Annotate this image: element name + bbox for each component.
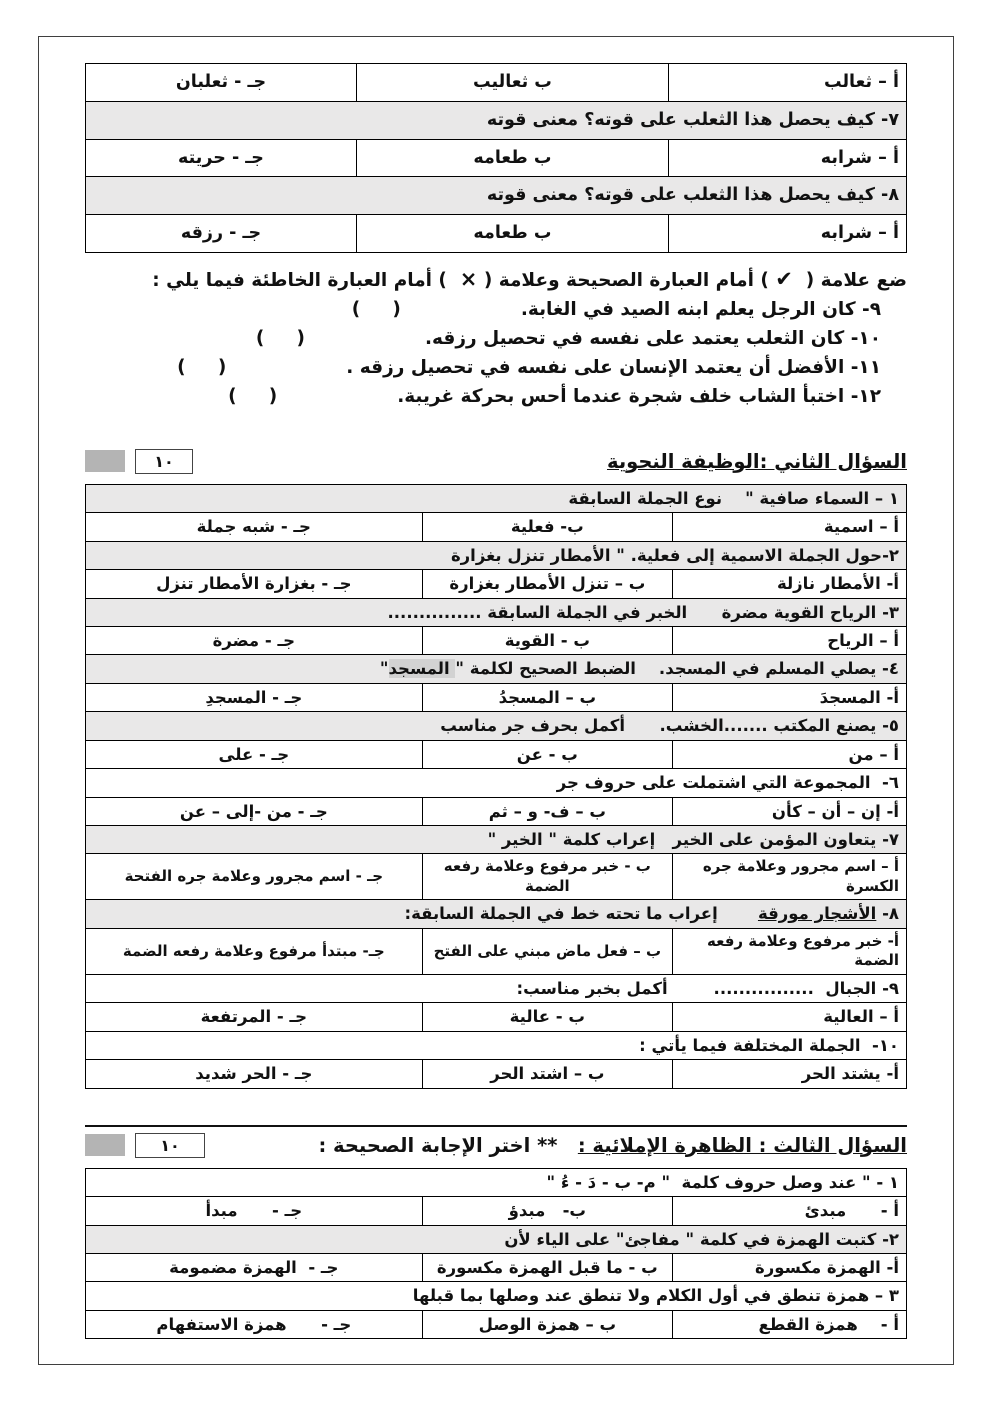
- truefalse-item-10: [85, 328, 907, 349]
- options-row-q7: [86, 139, 907, 177]
- question-part: إعراب ما تحته خط في الجملة السابقة:: [404, 904, 758, 924]
- section2-score-badges: [85, 449, 193, 474]
- question-text: ٢-حول الجملة الاسمية إلى فعلية. " الأمطار تنزل بغزارة: [86, 541, 907, 569]
- answer-parentheses: ( ): [351, 298, 401, 320]
- options-row-2: [86, 1253, 907, 1281]
- option-a: أ- الأمطار نازلة: [673, 570, 907, 598]
- truefalse-item-11: [85, 357, 907, 378]
- instruction-text: ) أمام العبارة الصحيحة وعلامة (: [477, 269, 776, 291]
- answer-parentheses: ( ): [228, 385, 278, 407]
- option-c: جـ - الهمزة مضمومة: [86, 1253, 423, 1281]
- section3-header: [85, 1133, 907, 1158]
- answer-parentheses: ( ): [255, 327, 305, 349]
- options-row-10: [86, 1060, 907, 1088]
- option-c: جـ - ثعلبان: [86, 64, 357, 102]
- option-a: أ- الهمزة مكسورة: [673, 1253, 907, 1281]
- option-c: جـ - همزة الاستفهام: [86, 1310, 423, 1338]
- question-text: ٨- كيف يحصل هذا الثعلب على قوته؟ معنى قوته: [86, 177, 907, 215]
- question-row-q7: [86, 101, 907, 139]
- option-b: ب - ما قبل الهمزة مكسورة: [422, 1253, 672, 1281]
- check-mark-icon: ✔: [775, 266, 793, 291]
- option-a: أ - همزة القطع: [673, 1310, 907, 1338]
- question-row-3: [86, 598, 907, 626]
- section3-title-rest: ** اختر الإجابة الصحيحة :: [318, 1133, 578, 1157]
- question-part: ": [379, 659, 389, 679]
- truefalse-item-12: [85, 386, 907, 407]
- option-b: ب - عن: [422, 740, 672, 768]
- question-text: ٥- يصنع المكتب .......الخشب. أكمل بحرف جر مناسب: [86, 712, 907, 740]
- question-text: ٣ – همزة تنطق في أول الكلام ولا تنطق عند وصلها بما قبلها: [86, 1282, 907, 1310]
- truefalse-item-9: [85, 299, 907, 320]
- question-row-7: [86, 826, 907, 854]
- option-a: أ- خبر مرفوع وعلامة رفعه الضمة: [673, 928, 907, 974]
- option-c: جـ - من -إلى – عن: [86, 797, 423, 825]
- option-a: أ- إن – أن – كأن: [673, 797, 907, 825]
- option-b: ب- فعلية: [422, 513, 672, 541]
- question-text: ١٠- الجملة المختلفة فيما يأتي :: [86, 1031, 907, 1059]
- options-row-q6: [86, 64, 907, 102]
- instruction-text: ) أمام العبارة الخاطئة فيما يلي :: [152, 269, 460, 291]
- options-row-1: [86, 1197, 907, 1225]
- option-a: أ – العالية: [673, 1003, 907, 1031]
- answer-parentheses: ( ): [177, 356, 227, 378]
- underlined-phrase: الأشجار مورقة: [757, 904, 877, 924]
- option-a: أ- المسجدَ: [673, 683, 907, 711]
- option-b: ب – المسجدُ: [422, 683, 672, 711]
- question-row-1: [86, 484, 907, 512]
- options-row-1: [86, 513, 907, 541]
- option-a: أ – اسمية: [673, 513, 907, 541]
- option-c: جـ - مضرة: [86, 626, 423, 654]
- section3-title-underlined: السؤال الثالث : الظاهرة الإملائية :: [577, 1133, 907, 1157]
- option-b: ب طعامه: [356, 139, 668, 177]
- option-b: ب ثعاليب: [356, 64, 668, 102]
- question-row-9: [86, 974, 907, 1002]
- section2-header: [85, 449, 907, 474]
- statement-text: ١١- الأفضل أن يعتمد الإنسان على نفسه في تحصيل رزقه .: [346, 356, 881, 378]
- options-row-3: [86, 626, 907, 654]
- option-a: أ – شرابه: [668, 139, 906, 177]
- statement-text: ١٠- كان الثعلب يعتمد على نفسه في تحصيل رزقه.: [424, 327, 881, 349]
- page-border-frame: [38, 36, 954, 1365]
- option-c: جـ - على: [86, 740, 423, 768]
- option-c: جـ - شبه جملة: [86, 513, 423, 541]
- option-a: أ – شرابه: [668, 215, 906, 253]
- options-row-4: [86, 683, 907, 711]
- option-b: ب طعامه: [356, 215, 668, 253]
- option-b: ب – اشتد الحر: [422, 1060, 672, 1088]
- section2-title: السؤال الثاني :الوظيفة النحوية: [607, 449, 907, 473]
- truefalse-instruction: [85, 267, 907, 291]
- score-box-blank: [85, 450, 125, 472]
- question-text: ٢- كتبت الهمزة في كلمة " مفاجئ" على الياء لأن: [86, 1225, 907, 1253]
- instruction-text: ضع علامة (: [792, 269, 907, 291]
- option-c: جـ - مبدأ: [86, 1197, 423, 1225]
- statement-text: ١٢- اختبأ الشاب خلف شجرة عندما أحس بحركة غريبة.: [397, 385, 881, 407]
- options-row-9: [86, 1003, 907, 1031]
- option-b: ب - عالية: [422, 1003, 672, 1031]
- question-text: ٧- كيف يحصل هذا الثعلب على قوته؟ معنى قوته: [86, 101, 907, 139]
- question-row-q8: [86, 177, 907, 215]
- options-row-8: [86, 928, 907, 974]
- question-row-4: [86, 655, 907, 683]
- options-row-2: [86, 570, 907, 598]
- option-a: أ- يشتد الحر: [673, 1060, 907, 1088]
- question-text: ٧- يتعاون المؤمن على الخير إعراب كلمة " الخير ": [86, 826, 907, 854]
- score-box-blank: [85, 1134, 125, 1156]
- statement-text: ٩- كان الرجل يعلم ابنه الصيد في الغابة.: [520, 298, 881, 320]
- option-a: أ – ثعالب: [668, 64, 906, 102]
- option-b: ب – فعل ماض مبني على الفتح: [422, 928, 672, 974]
- question-row-3: [86, 1282, 907, 1310]
- option-c: جـ - رزقه: [86, 215, 357, 253]
- question-row-5: [86, 712, 907, 740]
- section-divider-line: [85, 1125, 907, 1127]
- question-text: ٩- الجبال ................ أكمل بخبر مناسب:: [86, 974, 907, 1002]
- question-text: [86, 900, 907, 928]
- option-b: ب – همزة الوصل: [422, 1310, 672, 1338]
- question-row-8: [86, 900, 907, 928]
- question-text: ٣- الرياح القوية مضرة الخبر في الجملة السابقة ...............: [86, 598, 907, 626]
- option-b: ب – تنزل الأمطار بغزارة: [422, 570, 672, 598]
- question-row-2: [86, 1225, 907, 1253]
- question-part: ٤- يصلي المسلم في المسجد. الضبط الصحيح لكلمة ": [455, 659, 899, 679]
- options-row-5: [86, 740, 907, 768]
- option-c: جـ - الحر شديد: [86, 1060, 423, 1088]
- highlighted-word: المسجد: [388, 659, 456, 679]
- options-row-6: [86, 797, 907, 825]
- option-b: ب - القوية: [422, 626, 672, 654]
- question-number: ٨-: [876, 904, 899, 924]
- grammar-mcq-table: [85, 484, 907, 1089]
- question-row-2: [86, 541, 907, 569]
- question-text: ١ - " عند وصل حروف كلمة " م- ب - دَ - ءُ ": [86, 1168, 907, 1196]
- section3-title: [318, 1134, 907, 1157]
- option-b: ب- مبدؤ: [422, 1197, 672, 1225]
- options-row-3: [86, 1310, 907, 1338]
- score-box-value: ١٠: [135, 1133, 205, 1158]
- reading-mcq-table: [85, 63, 907, 253]
- option-c: جـ- مبتدأ مرفوع وعلامة رفعه الضمة: [86, 928, 423, 974]
- option-c: جـ - المرتفعة: [86, 1003, 423, 1031]
- option-c: جـ - المسجدِ: [86, 683, 423, 711]
- option-b: ب – ف- و – ثم: [422, 797, 672, 825]
- option-c: جـ - حريته: [86, 139, 357, 177]
- cross-mark-icon: ×: [459, 266, 478, 291]
- score-box-value: ١٠: [135, 449, 193, 474]
- option-c: جـ - اسم مجرور وعلامة جره الفتحة: [86, 854, 423, 900]
- spelling-mcq-table: [85, 1168, 907, 1340]
- options-row-q8: [86, 215, 907, 253]
- question-row-10: [86, 1031, 907, 1059]
- section3-score-badges: [85, 1133, 205, 1158]
- question-text: ٦- المجموعة التي اشتملت على حروف جر: [86, 769, 907, 797]
- option-b: ب - خبر مرفوع وعلامة رفعه الضمة: [422, 854, 672, 900]
- option-c: جـ - بغزارة الأمطار تنزل: [86, 570, 423, 598]
- option-a: أ – من: [673, 740, 907, 768]
- option-a: أ – الرياح: [673, 626, 907, 654]
- option-a: أ - مبدئ: [673, 1197, 907, 1225]
- question-text: ١ – السماء صافية " نوع الجملة السابقة: [86, 484, 907, 512]
- options-row-7: [86, 854, 907, 900]
- question-text: [86, 655, 907, 683]
- option-a: أ – اسم مجرور وعلامة جره الكسرة: [673, 854, 907, 900]
- question-row-6: [86, 769, 907, 797]
- question-row-1: [86, 1168, 907, 1196]
